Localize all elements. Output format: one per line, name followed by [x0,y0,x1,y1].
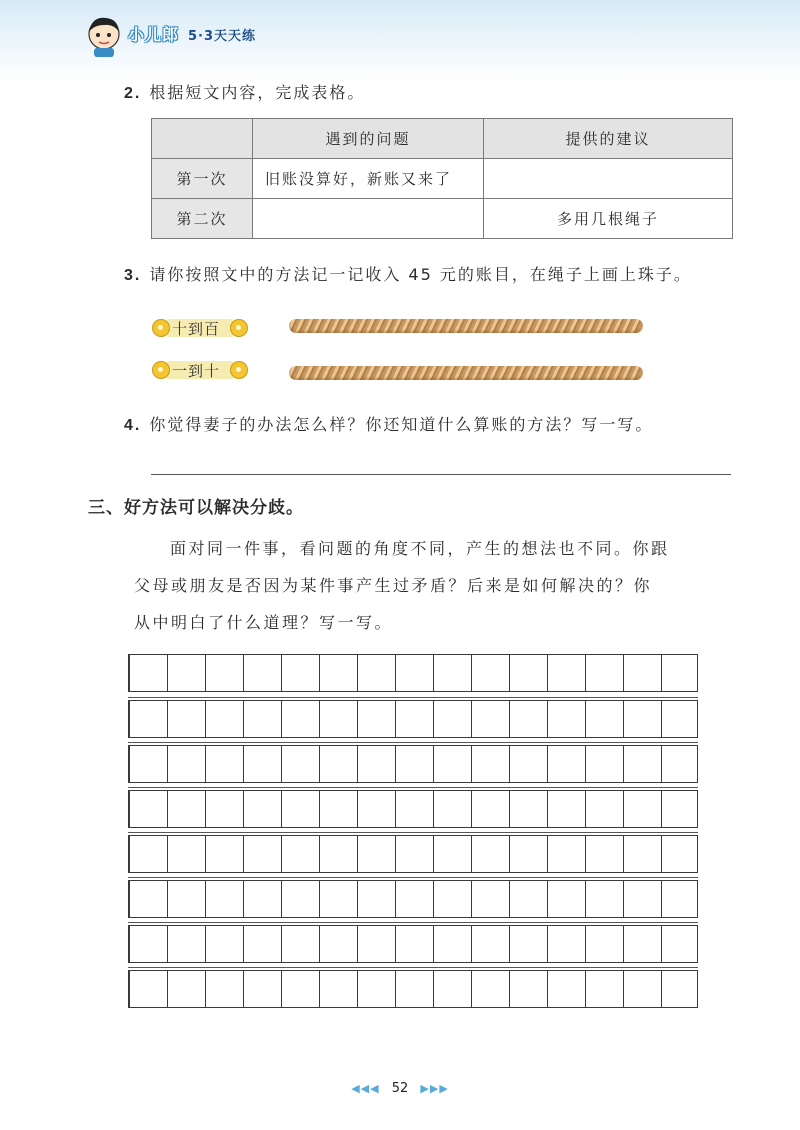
rope-tens[interactable] [289,319,643,333]
grid-separator [128,877,698,878]
section-title: 三、好方法可以解决分歧。 [88,498,304,518]
suggestion-input-cell[interactable] [484,159,733,199]
left-arrows-icon: ◀◀◀ [351,1082,380,1095]
series-name: 5·3天天练 [188,29,257,44]
grid-row[interactable] [128,700,698,738]
question-3 [124,262,692,285]
ones-tens-tag [148,358,252,382]
page-footer [0,1081,800,1096]
column-header: 提供的建议 [484,119,733,159]
grid-row[interactable] [128,835,698,873]
coin-icon [230,319,248,337]
question-number: 2. [124,85,142,102]
question-4 [124,412,653,435]
row-label: 第一次 [152,159,253,199]
grid-separator [128,742,698,743]
grid-separator [128,967,698,968]
paragraph-line: 面对同一件事，看问题的角度不同，产生的想法也不同。你跟 [170,539,670,558]
tag-label: 十到百 [172,320,221,338]
coin-icon [230,361,248,379]
boy-mascot-icon [84,14,124,58]
suggestion-table [151,118,733,239]
rope-ones[interactable] [289,366,643,380]
paragraph-line: 从中明白了什么道理？写一写。 [134,613,394,632]
coin-icon [152,319,170,337]
grid-row[interactable] [128,925,698,963]
question-text: 根据短文内容，完成表格。 [149,83,366,102]
answer-line[interactable] [151,474,731,475]
grid-separator [128,787,698,788]
grid-row[interactable] [128,970,698,1008]
right-arrows-icon: ▶▶▶ [420,1082,449,1095]
grid-row[interactable] [128,745,698,783]
problem-input-cell[interactable] [253,199,484,239]
table-header-row [152,119,733,159]
table-row [152,199,733,239]
grid-separator [128,832,698,833]
question-text: 你觉得妻子的办法怎么样？你还知道什么算账的方法？写一写。 [149,415,654,434]
suggestion-cell: 多用几根绳子 [484,199,733,239]
grid-row[interactable] [128,880,698,918]
coin-icon [152,361,170,379]
problem-cell: 旧账没算好，新账又来了 [253,159,484,199]
column-header: 遇到的问题 [253,119,484,159]
grid-separator [128,922,698,923]
grid-row[interactable] [128,654,698,692]
question-number: 4. [124,417,142,434]
grid-row[interactable] [128,790,698,828]
tens-hundreds-tag [148,316,252,340]
question-number: 3. [124,267,142,284]
paragraph-line: 父母或朋友是否因为某件事产生过矛盾？后来是如何解决的？你 [134,576,653,595]
row-label: 第二次 [152,199,253,239]
brand-name: 小儿郎 [128,25,180,44]
table-corner-cell [152,119,253,159]
page-number: 52 [391,1081,409,1096]
tag-label: 一到十 [172,362,221,380]
question-2 [124,80,365,103]
grid-separator [128,697,698,698]
question-text: 请你按照文中的方法记一记收入 45 元的账目，在绳子上画上珠子。 [149,265,692,284]
table-row [152,159,733,199]
